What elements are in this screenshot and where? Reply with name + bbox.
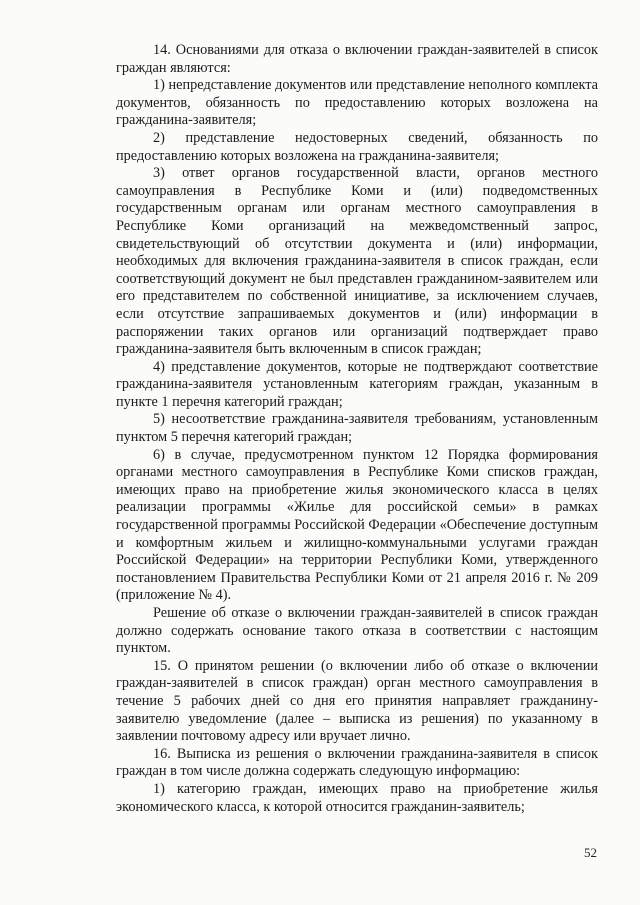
paragraph-refusal-decision: Решение об отказе о включении граждан-заявителей в список граждан должно содержать основание такого отказа в соответствии с настоящим пунктом. <box>116 605 598 657</box>
paragraph-14-item-2: 2) представление недостоверных сведений, обязанность по предоставлению которых возложена на гражданина-заявителя; <box>116 129 598 164</box>
document-body <box>116 42 598 816</box>
paragraph-14-item-1: 1) непредставление документов или представление неполного комплекта документов, обязанность по предоставлению которых возложена на гражданина-заявителя; <box>116 77 598 129</box>
paragraph-14-item-3: 3) ответ органов государственной власти, органов местного самоуправления в Республике Коми и (или) подведомственных государственным органам или органам местного самоуправления в Республике Коми организаций на межведомственный запрос, свидетельствующий об отсутствии документа и (или) информации, необходимых для включения гражданина-заявителя в список граждан, если соответствующий документ не был представлен гражданином-заявителем или его представителем по собственной инициативе, за исключением случаев, если отсутствие запрашиваемых документов и (или) информации в распоряжении таких органов или организаций подтверждает право гражданина-заявителя быть включенным в список граждан; <box>116 165 598 358</box>
paragraph-16-heading: 16. Выписка из решения о включении гражданина-заявителя в список граждан в том числе должна содержать следующую информацию: <box>116 745 598 780</box>
paragraph-14-item-4: 4) представление документов, которые не подтверждают соответствие гражданина-заявителя установленным категориям граждан, указанным в пункте 1 перечня категорий граждан; <box>116 358 598 410</box>
paragraph-14-heading: 14. Основаниями для отказа о включении граждан-заявителей в список граждан являются: <box>116 42 598 76</box>
paragraph-14-item-5: 5) несоответствие гражданина-заявителя требованиям, установленным пунктом 5 перечня категорий граждан; <box>116 411 598 446</box>
paragraph-16-item-1: 1) категорию граждан, имеющих право на приобретение жилья экономического класса, к которой относится гражданин-заявитель; <box>116 780 598 815</box>
paragraph-14-item-6: 6) в случае, предусмотренном пунктом 12 Порядка формирования органами местного самоуправления в Республике Коми списков граждан, имеющих право на приобретение жилья экономического класса в целях реализации программы «Жилье для российской семьи» в рамках государственной программы Российской Федерации «Обеспечение доступным и комфортным жильем и жилищно-коммунальными услугами граждан Российской Федерации» на территории Республики Коми, утвержденного постановлением Правительства Республики Коми от 21 апреля 2016 г. № 209 (приложение № 4). <box>116 446 598 604</box>
paragraph-15: 15. О принятом решении (о включении либо об отказе о включении граждан-заявителей в список граждан) орган местного самоуправления в течение 5 рабочих дней со дня его принятия направляет гражданину-заявителю уведомление (далее – выписка из решения) по указанному в заявлении почтовому адресу или вручает лично. <box>116 657 598 745</box>
page-number: 52 <box>584 845 597 860</box>
